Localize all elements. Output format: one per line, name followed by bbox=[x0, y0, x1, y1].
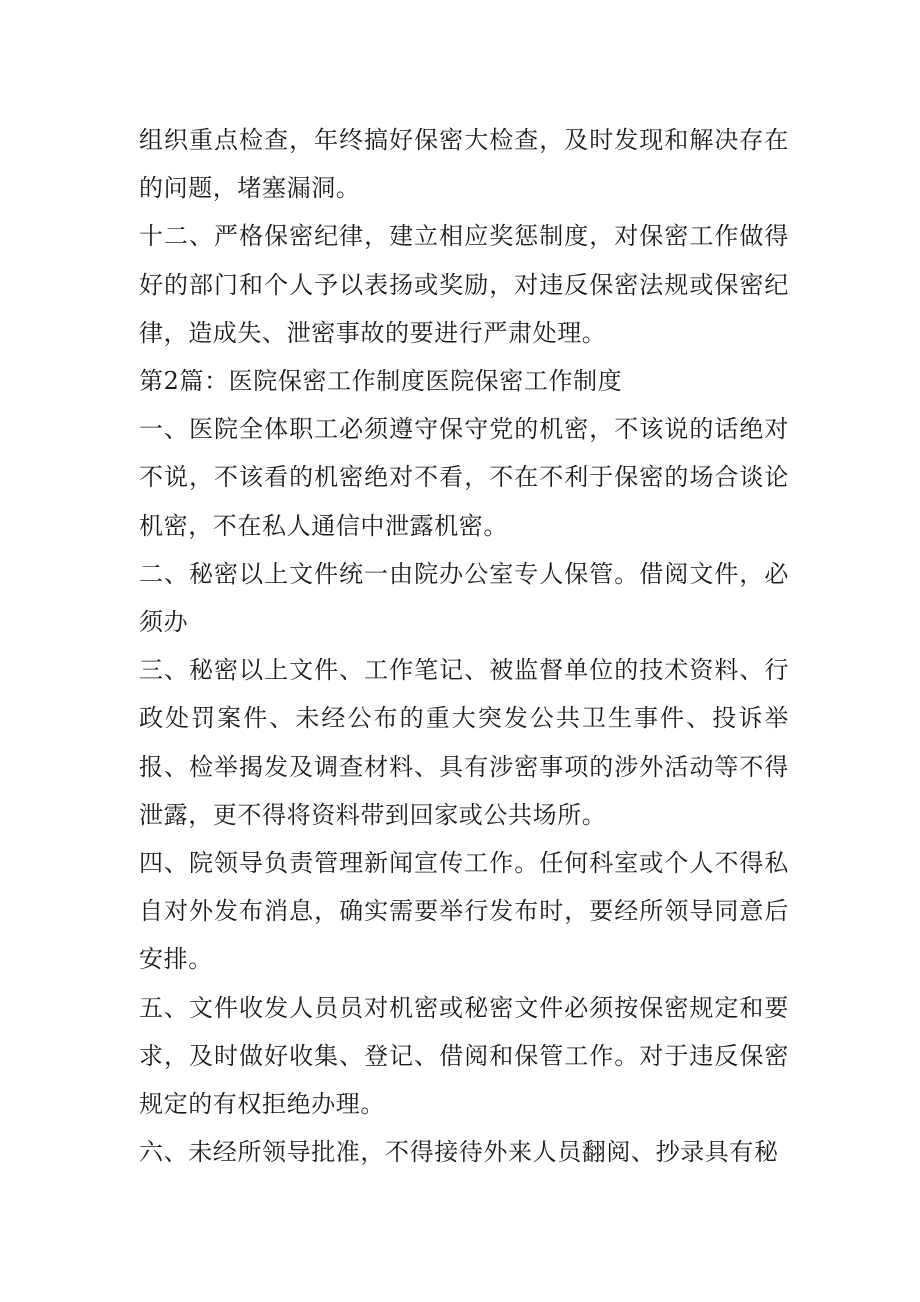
paragraph-item-2: 二、秘密以上文件统一由院办公室专人保管。借阅文件，必须办 bbox=[139, 559, 789, 637]
paragraph-item-12: 十二、严格保密纪律，建立相应奖惩制度，对保密工作做得好的部门和个人予以表扬或奖励，对违反保密法规或保密纪律，造成失、泄密事故的要进行严肃处理。 bbox=[139, 222, 789, 347]
paragraph-continuation: 组织重点检查，年终搞好保密大检查，及时发现和解决存在的问题，堵塞漏洞。 bbox=[139, 126, 789, 203]
section-heading: 第2篇：医院保密工作制度医院保密工作制度 bbox=[139, 367, 623, 396]
paragraph-item-4: 四、院领导负责管理新闻宣传工作。任何科室或个人不得私自对外发布消息，确实需要举行发布时，要经所领导同意后安排。 bbox=[139, 849, 789, 974]
paragraph-item-3: 三、秘密以上文件、工作笔记、被监督单位的技术资料、行政处罚案件、未经公布的重大突发公共卫生事件、投诉举报、检举揭发及调查材料、具有涉密事项的涉外活动等不得泄露，更不得将资料带到回家或公共场所。 bbox=[139, 656, 789, 829]
paragraph-item-6: 六、未经所领导批准，不得接待外来人员翻阅、抄录具有秘 bbox=[139, 1138, 779, 1167]
paragraph-item-1: 一、医院全体职工必须遵守保守党的机密，不该说的话绝对不说，不该看的机密绝对不看，不在不利于保密的场合谈论机密，不在私人通信中泄露机密。 bbox=[139, 415, 789, 540]
document-body bbox=[139, 116, 789, 1176]
paragraph-item-5: 五、文件收发人员员对机密或秘密文件必须按保密规定和要求，及时做好收集、登记、借阅和保管工作。对于违反保密规定的有权拒绝办理。 bbox=[139, 993, 789, 1119]
